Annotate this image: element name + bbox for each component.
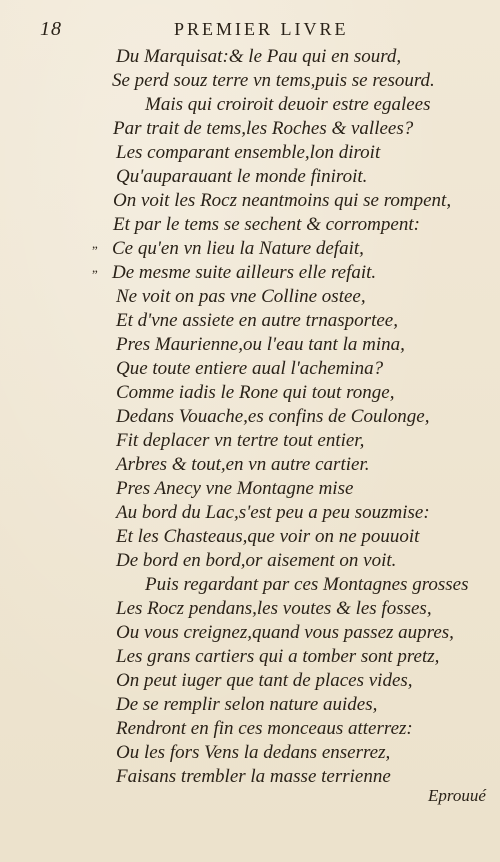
verse-line: Puis regardant par ces Montagnes grosses <box>145 574 469 595</box>
verse-line: Faisans trembler la masse terrienne <box>116 766 391 787</box>
verse-line: Pres Anecy vne Montagne mise <box>116 478 354 499</box>
verse-line: Se perd souz terre vn tems,puis se resourd. <box>112 70 435 91</box>
verse-line: Par trait de tems,les Roches & vallees? <box>113 118 414 139</box>
verse-line: Et d'vne assiete en autre trnasportee, <box>116 310 398 331</box>
verse-line: Dedans Vouache,es confins de Coulonge, <box>116 406 430 427</box>
verse-line: Les grans cartiers qui a tomber sont pretz, <box>116 646 440 667</box>
verse-line: Ou vous creignez,quand vous passez aupres, <box>116 622 454 643</box>
catchword: Eprouué <box>428 786 486 805</box>
verse-line: Pres Maurienne,ou l'eau tant la mina, <box>116 334 405 355</box>
verse-line: Ce qu'en vn lieu la Nature defait, <box>112 238 364 259</box>
verse-line: Au bord du Lac,s'est peu a peu souzmise: <box>116 502 430 523</box>
verse-line: De mesme suite ailleurs elle refait. <box>112 262 377 283</box>
verse-line: Et les Chasteaus,que voir on ne pouuoit <box>116 526 420 547</box>
verse-line: On peut iuger que tant de places vides, <box>116 670 413 691</box>
verse-line: Comme iadis le Rone qui tout ronge, <box>116 382 395 403</box>
verse-line: Qu'auparauant le monde finiroit. <box>116 166 368 187</box>
verse-line: Les Rocz pendans,les voutes & les fosses, <box>116 598 432 619</box>
page-number: 18 <box>40 18 62 40</box>
verse-line: Et par le tems se sechent & corrompent: <box>113 214 420 235</box>
verse-line: Les comparant ensemble,lon diroit <box>116 142 381 163</box>
verse-line: On voit les Rocz neantmoins qui se rompent, <box>113 190 452 211</box>
verse-line: Arbres & tout,en vn autre cartier. <box>116 454 370 475</box>
verse-line: Du Marquisat:& le Pau qui en sourd, <box>116 46 402 67</box>
verse-line: De se remplir selon nature auides, <box>116 694 378 715</box>
verse-line: Ou les fors Vens la dedans enserrez, <box>116 742 391 763</box>
verse-line: Mais qui croiroit deuoir estre egalees <box>145 94 431 115</box>
running-title: PREMIER LIVRE <box>174 19 349 39</box>
verse-line: Que toute entiere aual l'achemina? <box>116 358 384 379</box>
quotation-marker: ” <box>92 243 98 258</box>
verse-line: De bord en bord,or aisement on voit. <box>116 550 397 571</box>
verse-line: Ne voit on pas vne Colline ostee, <box>116 286 366 307</box>
verse-line: Fit deplacer vn tertre tout entier, <box>116 430 365 451</box>
quotation-marker: ” <box>92 267 98 282</box>
verse-line: Rendront en fin ces monceaus atterrez: <box>116 718 413 739</box>
